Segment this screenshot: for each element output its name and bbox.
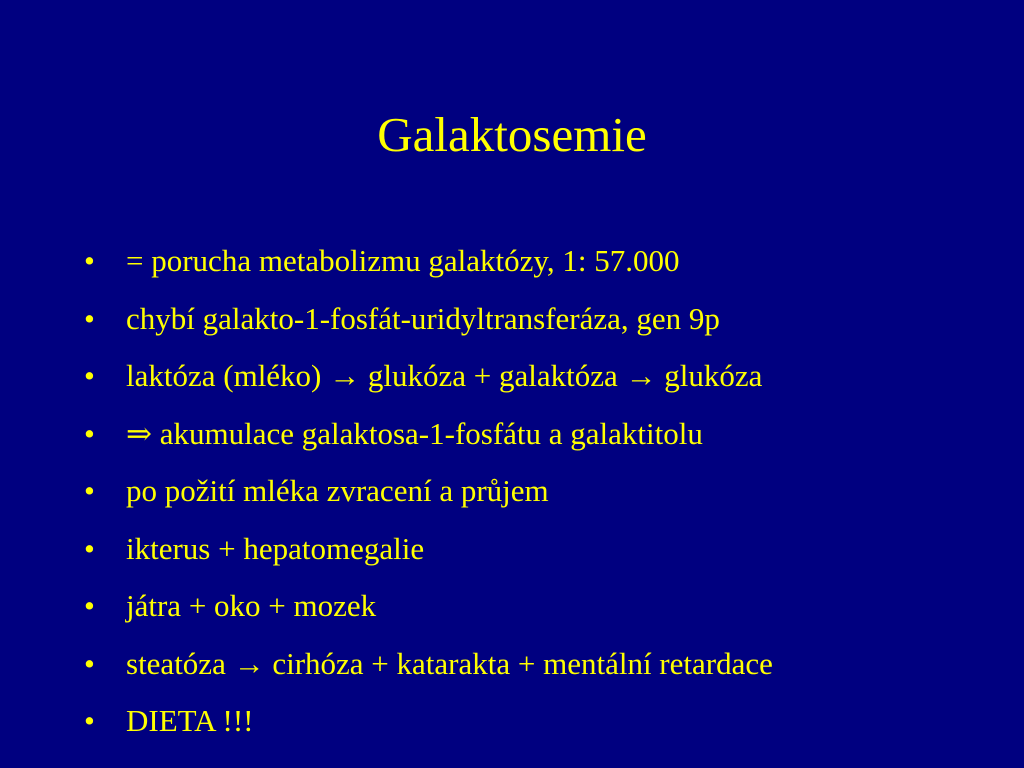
bullet-item [84, 290, 984, 348]
bullet-icon: • [84, 530, 95, 566]
bullet-item [84, 232, 984, 290]
bullet-item [84, 692, 984, 750]
bullet-item [84, 577, 984, 635]
bullet-icon: • [84, 300, 95, 336]
bullet-icon: • [84, 415, 95, 451]
bullet-text: po požití mléka zvracení a průjem [126, 473, 549, 508]
bullet-text: laktóza (mléko) → glukóza + galaktóza → glukóza [126, 358, 763, 393]
bullet-item [84, 405, 984, 463]
bullet-item [84, 520, 984, 578]
bullet-text: ⇒ akumulace galaktosa-1-fosfátu a galaktitolu [126, 415, 703, 451]
bullet-icon: • [84, 358, 95, 393]
bullet-icon: • [84, 645, 95, 681]
bullet-item [84, 462, 984, 520]
slide-title: Galaktosemie [377, 107, 647, 162]
bullet-text: steatóza → cirhóza + katarakta + mentální retardace [126, 645, 773, 681]
bullet-icon: • [84, 243, 95, 278]
bullet-icon: • [84, 588, 95, 623]
bullet-text: = porucha metabolizmu galaktózy, 1: 57.000 [126, 243, 680, 278]
bullet-icon: • [84, 703, 95, 738]
bullet-item [84, 347, 984, 405]
bullet-list [84, 232, 984, 750]
bullet-text: chybí galakto-1-fosfát-uridyltransferáza, gen 9p [126, 300, 720, 336]
bullet-text: játra + oko + mozek [126, 588, 377, 623]
bullet-icon: • [84, 473, 95, 508]
bullet-item [84, 635, 984, 693]
bullet-text: ikterus + hepatomegalie [126, 530, 425, 566]
bullet-text: DIETA !!! [126, 703, 254, 738]
